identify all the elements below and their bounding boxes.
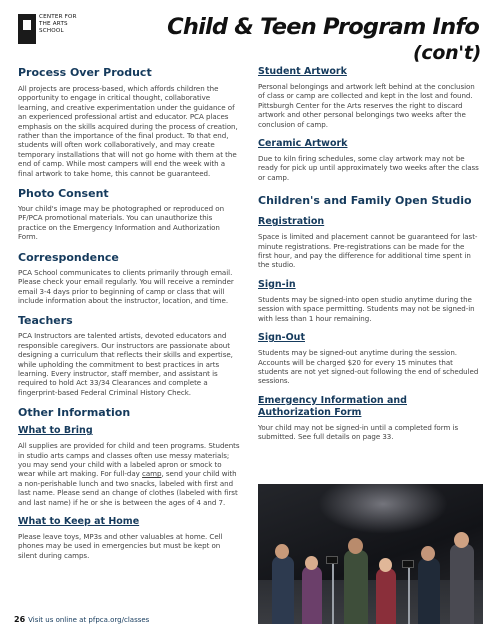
student-head	[454, 532, 469, 548]
emergency-form-text: Your child may not be signed-in until a completed form is submitted. See full details on page 33.	[258, 422, 459, 442]
registration-text: Space is limited and placement cannot be guaranteed for last-minute registrations. Pre-registrations can be made for the first hour, and pay the difference for additional time spent in the studio.	[258, 232, 478, 270]
sign-out-text: Students may be signed-out anytime during the session. Accounts will be charged $20 for every 15 minutes that students are not yet signed-out following the end of scheduled sessions.	[258, 348, 479, 386]
logo-line-1: CENTER FOR	[39, 14, 77, 20]
logo-line-3: SCHOOL	[39, 28, 64, 34]
heading-photo-consent: Photo Consent	[18, 187, 109, 201]
left-column	[18, 66, 240, 560]
student-head	[275, 544, 289, 559]
heading-teachers: Teachers	[18, 314, 73, 328]
ceramic-artwork-text: Due to kiln firing schedules, some clay artwork may not be ready for pick up until approximately two weeks after the class or camp.	[258, 154, 479, 182]
logo-line-2: THE ARTS	[39, 21, 68, 27]
correspondence-text: PCA School communicates to clients primarily through email. Please check your email regularly. You will receive a reminder email 3-4 days prior to beginning of camp or class that will include information about the instructor, location, and time.	[18, 267, 234, 305]
heading-emergency-form: Emergency Information and Authorization Form	[258, 394, 407, 418]
studio-light	[318, 484, 448, 534]
heading-what-to-bring: What to Bring	[18, 425, 93, 437]
student-figure	[418, 558, 440, 624]
what-to-bring-text-start: All supplies are provided for child and teen programs. Students in studio arts camps and classes often use messy materials; you may send your child with a labeled apron or smock to wear while art making. For full-day	[18, 441, 240, 479]
camp-link[interactable]: camp	[142, 469, 162, 479]
sign-in-text: Students may be signed-into open studio anytime during the session with space permitting. Students may not be signed-in with less than 1 hour remaining.	[258, 294, 475, 323]
student-figure	[450, 544, 474, 624]
student-head	[348, 538, 363, 554]
footer-link-text[interactable]: Visit us online at pfpca.org/classes	[28, 616, 150, 624]
heading-what-to-keep-at-home: What to Keep at Home	[18, 516, 140, 527]
heading-student-artwork: Student Artwork	[258, 66, 347, 77]
what-to-keep-text: Please leave toys, MP3s and other valuables at home. Cell phones may be used in emergencies but must be kept on silent during camps.	[18, 532, 223, 560]
student-figure	[344, 550, 368, 624]
what-to-bring-text-end: , send your child with a non-perishable lunch and two snacks, labeled with first and last name. Please send an change of clothes (labeled with first and last name) if he or she is between the ages of 4 and 7.	[18, 469, 238, 507]
photo-consent-text: Your child's image may be photographed or reproduced on PF/PCA promotional materials. You can unauthorize this practice on the Emergency Information and Authorization Form.	[18, 204, 225, 242]
students-photography-photo	[258, 484, 483, 624]
heading-open-studio: Children's and Family Open Studio	[258, 194, 472, 208]
student-figure	[272, 556, 294, 624]
tripod	[332, 562, 334, 624]
student-head	[421, 546, 435, 561]
pca-logo-text	[39, 14, 77, 35]
heading-sign-out: Sign-Out	[258, 332, 305, 344]
right-column	[258, 66, 480, 442]
page-title: Child & Teen Program Info	[167, 14, 479, 40]
heading-sign-in: Sign-in	[258, 278, 296, 290]
heading-correspondence: Correspondence	[18, 250, 119, 264]
student-head	[305, 556, 318, 570]
page-footer	[14, 615, 149, 624]
camera-icon	[402, 560, 414, 568]
heading-ceramic-artwork: Ceramic Artwork	[258, 138, 348, 150]
camera-icon	[326, 556, 338, 564]
heading-registration: Registration	[258, 216, 325, 228]
student-figure	[376, 568, 396, 624]
page-number: 26	[14, 615, 26, 624]
heading-process-over-product: Process Over Product	[18, 66, 152, 79]
pca-logo-mark	[18, 14, 36, 44]
student-artwork-text: Personal belongings and artwork left behind at the conclusion of class or camp are collected and kept in the lost and found. Pittsburgh Center for the Arts reserves the right to discard artwork and other personal belongings two weeks after the conclusion of camp.	[258, 82, 475, 129]
heading-other-information: Other Information	[18, 406, 131, 420]
student-head	[379, 558, 392, 572]
teachers-text: PCA Instructors are talented artists, devoted educators and responsible caregivers. Our instructors are passionate about designing a curriculum that reflects their skills and expertise, while upholding the commitment to best practices in arts learning. Every instructor, staff member, and assistant is required to hold Act 33/34 Clearances and complete a fingerprint-based Federal Criminal History Check.	[18, 331, 233, 397]
page-subtitle: (con't)	[412, 42, 481, 64]
process-over-product-text: All projects are process-based, which affords children the opportunity to engage in critical thought, collaborative learning, and creative experimentation under the guidance of an experienced professional artist and educator. PCA places emphasis on the skills acquired during the process of creation, rather than the importance of the final product. To that end, students will often work collaboratively, and may create temporary installations that will not go home with them at the end of camp. While most campers will end the week with a final artwork to take home, this cannot be guaranteed.	[18, 84, 238, 178]
tripod	[408, 566, 410, 624]
what-to-bring-text	[18, 441, 240, 507]
student-figure	[302, 566, 322, 624]
